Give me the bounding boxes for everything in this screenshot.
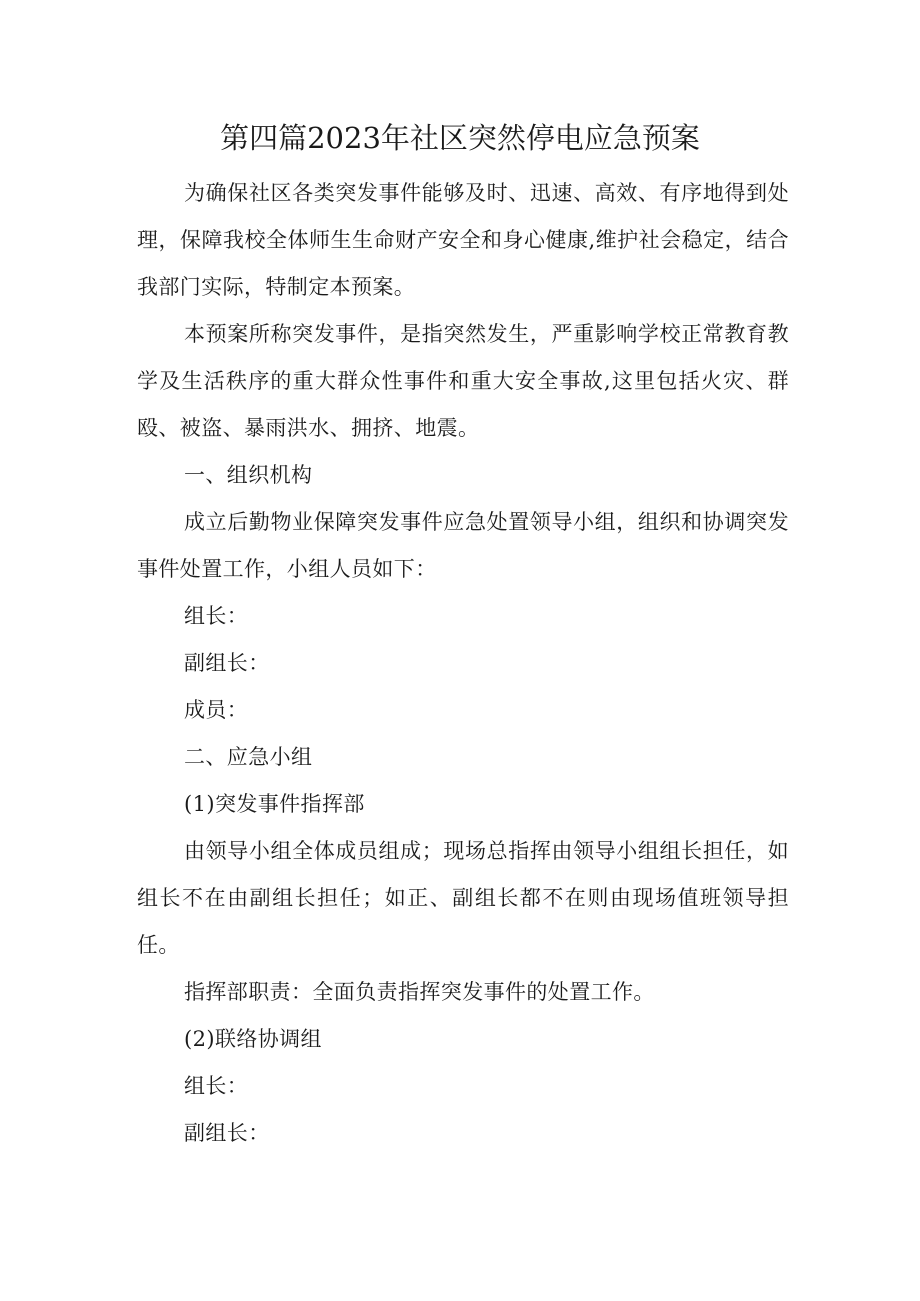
heading-organization: 一、组织机构 [184,463,313,487]
heading-emergency-groups: 二、应急小组 [184,745,313,769]
paragraph-purpose: 为确保社区各类突发事件能够及时、迅速、高效、有序地得到处理，保障我校全体师生生命财产安全和身心健康,维护社会稳定，结合我部门实际，特制定本预案。 [137,181,789,299]
line-liaison-deputy: 副组长： [184,1121,270,1145]
document-title: 第四篇2023年社区突然停电应急预案 [220,121,700,155]
line-liaison-leader: 组长： [184,1074,249,1098]
subheading-command-center: (1)突发事件指挥部 [184,792,365,816]
line-members: 成员： [184,698,249,722]
document-body [137,170,789,1157]
line-deputy-leader: 副组长： [184,651,270,675]
line-group-leader: 组长： [184,604,249,628]
paragraph-command-duties: 指挥部职责：全面负责指挥突发事件的处置工作。 [184,980,655,1004]
paragraph-command-composition: 由领导小组全体成员组成；现场总指挥由领导小组组长担任，如组长不在由副组长担任；如正、副组长都不在则由现场值班领导担任。 [137,839,789,957]
paragraph-leading-group: 成立后勤物业保障突发事件应急处置领导小组，组织和协调突发事件处置工作，小组人员如下： [137,510,789,581]
paragraph-definition: 本预案所称突发事件，是指突然发生，严重影响学校正常教育教学及生活秩序的重大群众性事件和重大安全事故,这里包括火灾、群殴、被盗、暴雨洪水、拥挤、地震。 [137,322,789,440]
subheading-liaison-group: (2)联络协调组 [184,1027,322,1051]
